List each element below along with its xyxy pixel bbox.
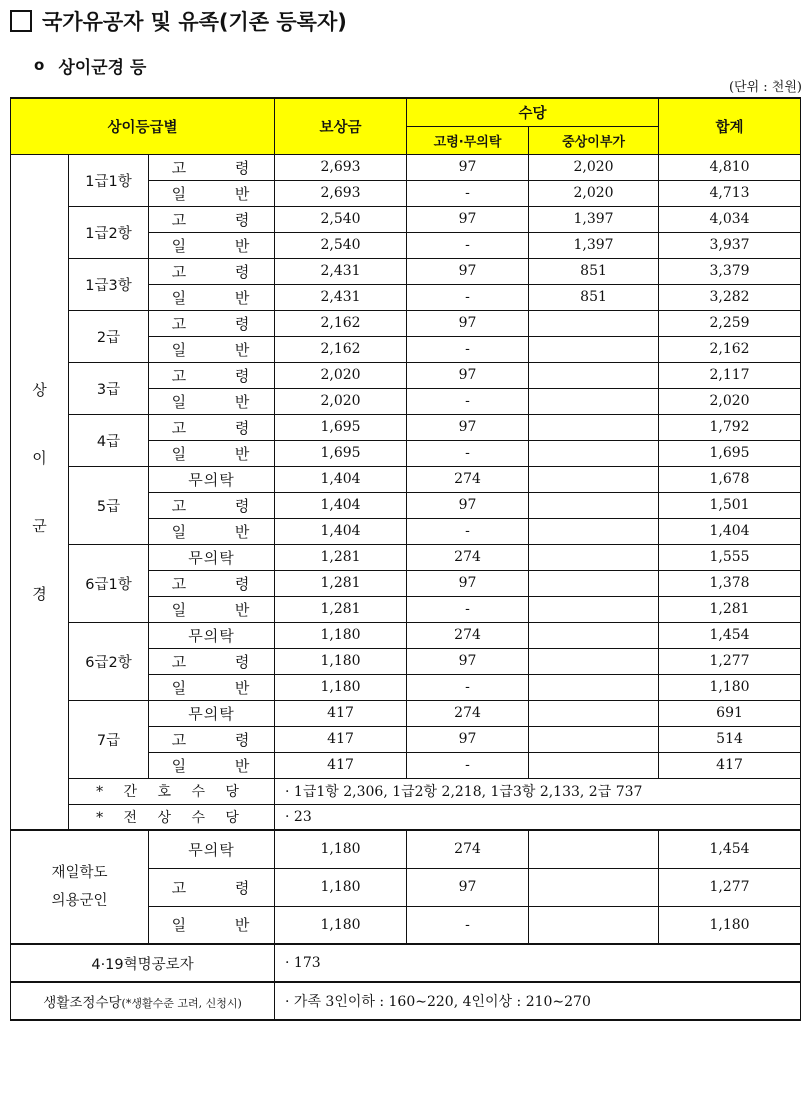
section-label-char: 상 (32, 380, 47, 399)
table-row (11, 830, 801, 868)
cell-total: 1,277 (659, 648, 801, 674)
cell-severe-addon (529, 544, 659, 570)
header-severe-addon: 중상이부가 (529, 126, 659, 154)
cell-elderly-lifetime: 274 (407, 830, 529, 868)
unit-label: (단위 : 천원) (728, 80, 802, 95)
cell-severe-addon (529, 440, 659, 466)
cell-compensation: 1,281 (275, 544, 407, 570)
header-elderly-lifetime: 고령·무의탁 (407, 126, 529, 154)
cell-total: 4,713 (659, 180, 801, 206)
grade-group: 5급 (69, 466, 149, 544)
cell-total: 2,259 (659, 310, 801, 336)
cell-compensation: 1,180 (275, 906, 407, 944)
cell-elderly-lifetime: 97 (407, 492, 529, 518)
cell-total: 1,555 (659, 544, 801, 570)
cell-elderly-lifetime: 274 (407, 544, 529, 570)
battle-allowance-row-label: * 전 상 수 당 (69, 804, 275, 830)
section-label-char: 이 (32, 448, 47, 467)
table-row (11, 154, 801, 180)
cell-total: 2,117 (659, 362, 801, 388)
cell-elderly-lifetime: - (407, 180, 529, 206)
compensation-table (10, 97, 801, 1021)
living-note: (*생활수준 고려, 신청시) (121, 997, 242, 1010)
cell-total: 1,180 (659, 674, 801, 700)
cell-compensation: 2,162 (275, 336, 407, 362)
table-row (11, 700, 801, 726)
cell-total: 1,678 (659, 466, 801, 492)
grade-group: 6급1항 (69, 544, 149, 622)
cell-compensation: 2,162 (275, 310, 407, 336)
japan-students-label (11, 830, 149, 944)
cell-total: 4,810 (659, 154, 801, 180)
row-kind: 무의탁 (149, 700, 275, 726)
grade-group: 3급 (69, 362, 149, 414)
cell-compensation: 1,695 (275, 440, 407, 466)
row-kind: 무의탁 (149, 544, 275, 570)
cell-total: 3,379 (659, 258, 801, 284)
table-row (11, 414, 801, 440)
grade-group: 2급 (69, 310, 149, 362)
row-kind: 일 반 (149, 906, 275, 944)
cell-severe-addon (529, 362, 659, 388)
table-row (11, 362, 801, 388)
cell-total: 514 (659, 726, 801, 752)
row-kind: 고 령 (149, 570, 275, 596)
cell-severe-addon (529, 518, 659, 544)
row-kind: 일 반 (149, 388, 275, 414)
japan-students-label-line2: 의용군인 (51, 893, 108, 909)
table-row (11, 622, 801, 648)
cell-elderly-lifetime: - (407, 906, 529, 944)
header-total: 합계 (659, 98, 801, 154)
cell-elderly-lifetime: - (407, 596, 529, 622)
cell-elderly-lifetime: 97 (407, 310, 529, 336)
page-title-text: 국가유공자 및 유족(기존 등록자) (42, 10, 347, 34)
cell-elderly-lifetime: 97 (407, 362, 529, 388)
cell-severe-addon (529, 830, 659, 868)
table-body (11, 154, 801, 1020)
section-label-vertical (11, 154, 69, 830)
cell-elderly-lifetime: - (407, 336, 529, 362)
cell-elderly-lifetime: 97 (407, 154, 529, 180)
cell-elderly-lifetime: - (407, 388, 529, 414)
bullet-circle-icon: o (34, 56, 45, 74)
cell-total: 2,020 (659, 388, 801, 414)
cell-elderly-lifetime: - (407, 232, 529, 258)
cell-compensation: 1,281 (275, 596, 407, 622)
row-kind: 고 령 (149, 726, 275, 752)
cell-compensation: 417 (275, 700, 407, 726)
april19-label: 4·19혁명공로자 (11, 944, 275, 982)
cell-total: 3,937 (659, 232, 801, 258)
nursing-allowance-row (11, 778, 801, 804)
april19-value: · 173 (275, 944, 801, 982)
cell-severe-addon (529, 752, 659, 778)
grade-group: 7급 (69, 700, 149, 778)
cell-total: 1,281 (659, 596, 801, 622)
row-kind: 고 령 (149, 310, 275, 336)
cell-severe-addon (529, 700, 659, 726)
row-kind: 고 령 (149, 154, 275, 180)
cell-severe-addon (529, 388, 659, 414)
row-kind: 고 령 (149, 492, 275, 518)
grade-group: 1급2항 (69, 206, 149, 258)
row-kind: 고 령 (149, 206, 275, 232)
cell-total: 1,378 (659, 570, 801, 596)
cell-severe-addon (529, 414, 659, 440)
cell-compensation: 1,281 (275, 570, 407, 596)
cell-severe-addon: 2,020 (529, 154, 659, 180)
battle-allowance-row-value: · 23 (275, 804, 801, 830)
grade-group: 1급1항 (69, 154, 149, 206)
cell-compensation: 1,180 (275, 674, 407, 700)
cell-compensation: 417 (275, 726, 407, 752)
nursing-allowance-row-label: * 간 호 수 당 (69, 778, 275, 804)
cell-severe-addon: 1,397 (529, 206, 659, 232)
cell-compensation: 1,180 (275, 868, 407, 906)
cell-compensation: 2,540 (275, 206, 407, 232)
row-kind: 일 반 (149, 674, 275, 700)
cell-severe-addon (529, 868, 659, 906)
row-kind: 일 반 (149, 596, 275, 622)
cell-severe-addon: 851 (529, 258, 659, 284)
section-label-char: 경 (32, 584, 47, 603)
cell-compensation: 1,180 (275, 830, 407, 868)
row-kind: 일 반 (149, 336, 275, 362)
cell-compensation: 2,540 (275, 232, 407, 258)
row-kind: 일 반 (149, 440, 275, 466)
battle-allowance-row (11, 804, 801, 830)
cell-total: 1,277 (659, 868, 801, 906)
section-label-char: 군 (32, 516, 47, 535)
row-kind: 일 반 (149, 180, 275, 206)
cell-severe-addon (529, 492, 659, 518)
living-label-cell (11, 982, 275, 1020)
living-label: 생활조정수당 (43, 995, 122, 1011)
row-kind: 고 령 (149, 648, 275, 674)
grade-group: 1급3항 (69, 258, 149, 310)
row-kind: 일 반 (149, 232, 275, 258)
grade-group: 6급2항 (69, 622, 149, 700)
cell-elderly-lifetime: 97 (407, 206, 529, 232)
cell-compensation: 1,404 (275, 466, 407, 492)
cell-total: 2,162 (659, 336, 801, 362)
cell-compensation: 2,693 (275, 180, 407, 206)
living-value: · 가족 3인이하 : 160∼220, 4인이상 : 210∼270 (275, 982, 801, 1020)
cell-compensation: 1,695 (275, 414, 407, 440)
cell-total: 1,404 (659, 518, 801, 544)
cell-total: 3,282 (659, 284, 801, 310)
row-kind: 고 령 (149, 258, 275, 284)
table-row (11, 466, 801, 492)
cell-elderly-lifetime: 97 (407, 570, 529, 596)
cell-compensation: 2,431 (275, 258, 407, 284)
cell-total: 1,501 (659, 492, 801, 518)
cell-severe-addon: 2,020 (529, 180, 659, 206)
table-row (11, 544, 801, 570)
cell-total: 1,695 (659, 440, 801, 466)
cell-severe-addon (529, 310, 659, 336)
cell-severe-addon (529, 648, 659, 674)
cell-total: 1,180 (659, 906, 801, 944)
cell-compensation: 2,693 (275, 154, 407, 180)
subtitle-text: 상이군경 등 (58, 57, 147, 78)
row-kind: 고 령 (149, 414, 275, 440)
cell-severe-addon (529, 596, 659, 622)
cell-elderly-lifetime: 97 (407, 726, 529, 752)
section-subtitle (34, 52, 146, 78)
cell-severe-addon (529, 570, 659, 596)
cell-total: 691 (659, 700, 801, 726)
row-kind: 고 령 (149, 362, 275, 388)
row-kind: 고 령 (149, 868, 275, 906)
row-kind: 일 반 (149, 284, 275, 310)
table-row (11, 310, 801, 336)
cell-severe-addon: 851 (529, 284, 659, 310)
living-adjustment-row (11, 982, 801, 1020)
table-row (11, 206, 801, 232)
header-allowance: 수당 (407, 98, 659, 126)
cell-elderly-lifetime: - (407, 440, 529, 466)
cell-severe-addon (529, 906, 659, 944)
cell-compensation: 1,404 (275, 518, 407, 544)
cell-compensation: 2,431 (275, 284, 407, 310)
cell-total: 417 (659, 752, 801, 778)
cell-elderly-lifetime: 97 (407, 258, 529, 284)
cell-compensation: 417 (275, 752, 407, 778)
page-title (10, 4, 347, 38)
cell-elderly-lifetime: - (407, 284, 529, 310)
cell-severe-addon (529, 674, 659, 700)
checkbox-square-icon (10, 10, 32, 32)
cell-elderly-lifetime: 97 (407, 868, 529, 906)
row-kind: 무의탁 (149, 830, 275, 868)
cell-compensation: 1,404 (275, 492, 407, 518)
cell-severe-addon (529, 622, 659, 648)
cell-severe-addon (529, 466, 659, 492)
header-compensation: 보상금 (275, 98, 407, 154)
cell-severe-addon (529, 336, 659, 362)
header-grade: 상이등급별 (11, 98, 275, 154)
japan-students-label-line1: 재일학도 (51, 865, 108, 881)
cell-compensation: 1,180 (275, 648, 407, 674)
cell-elderly-lifetime: 274 (407, 700, 529, 726)
table-row (11, 258, 801, 284)
cell-compensation: 2,020 (275, 388, 407, 414)
april19-row (11, 944, 801, 982)
cell-elderly-lifetime: 274 (407, 622, 529, 648)
row-kind: 무의탁 (149, 622, 275, 648)
row-kind: 무의탁 (149, 466, 275, 492)
cell-compensation: 2,020 (275, 362, 407, 388)
nursing-allowance-row-value: · 1급1항 2,306, 1급2항 2,218, 1급3항 2,133, 2급 737 (275, 778, 801, 804)
cell-total: 1,454 (659, 830, 801, 868)
cell-elderly-lifetime: 97 (407, 414, 529, 440)
cell-severe-addon: 1,397 (529, 232, 659, 258)
cell-compensation: 1,180 (275, 622, 407, 648)
grade-group: 4급 (69, 414, 149, 466)
cell-elderly-lifetime: 274 (407, 466, 529, 492)
cell-total: 4,034 (659, 206, 801, 232)
cell-total: 1,792 (659, 414, 801, 440)
cell-elderly-lifetime: - (407, 674, 529, 700)
cell-total: 1,454 (659, 622, 801, 648)
cell-elderly-lifetime: - (407, 518, 529, 544)
row-kind: 일 반 (149, 518, 275, 544)
cell-elderly-lifetime: 97 (407, 648, 529, 674)
row-kind: 일 반 (149, 752, 275, 778)
cell-elderly-lifetime: - (407, 752, 529, 778)
cell-severe-addon (529, 726, 659, 752)
